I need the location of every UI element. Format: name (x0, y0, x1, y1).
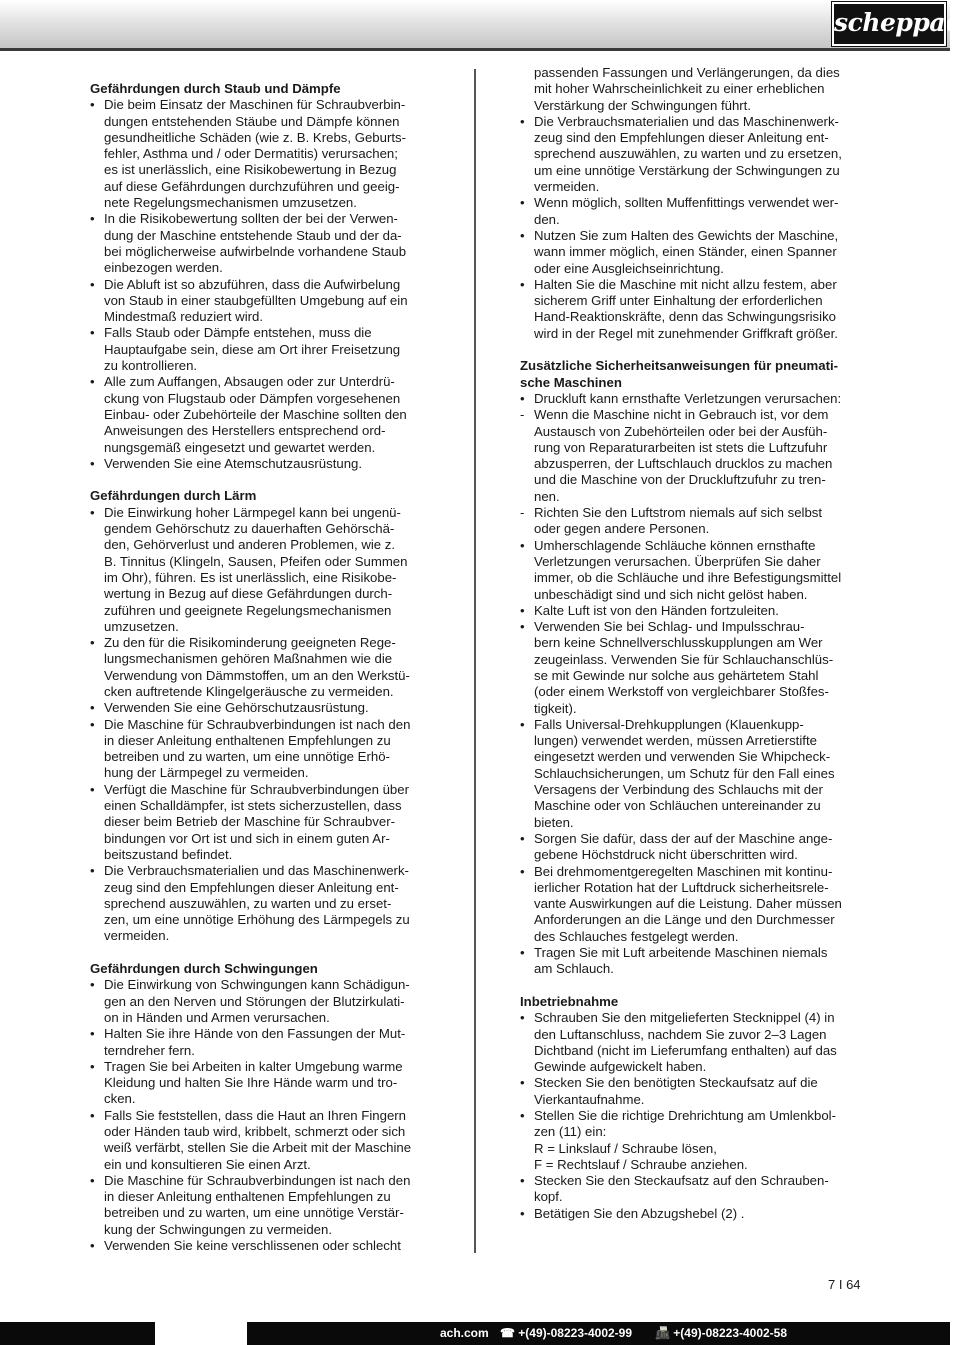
page-number: 7 I 64 (828, 1277, 861, 1292)
item-text: In die Risikobewertung sollten der bei der Verwen- dung der Maschine entstehende Staub und der da- bei möglicherweise aufwirbelnde vorhandene Staub einbezogen werden. (104, 211, 407, 276)
bullet-icon: • (90, 977, 95, 993)
item-text: Stecken Sie den Steckaufsatz auf den Schrauben- kopf. (534, 1173, 829, 1205)
item-text: Die Maschine für Schraubverbindungen ist nach den in dieser Anleitung enthaltenen Empfehlungen zu betreiben und zu warten, um eine unnötige Verstär- kung der Schwingungen zu vermeiden. (104, 1172, 411, 1237)
bullet-item (90, 1238, 435, 1254)
item-text: Falls Sie feststellen, dass die Haut an Ihren Fingern oder Händen taub wird, kribbelt, schmerzt oder sich weiß verfärbt, stellen Sie die Arbeit mit der Maschine ein und konsultieren Sie einen Arzt. (104, 1107, 412, 1172)
section-gap (90, 472, 435, 488)
item-text: Die Verbrauchsmaterialien und das Maschinenwerk- zeug sind den Empfehlungen dieser Anleitung ent- sprechend auszuwählen, zu warten und zu ersetzen, um eine unnötige Verstärkung der Schwingungen zu vermeiden. (534, 113, 842, 195)
item-text: Verwenden Sie keine verschlissenen oder schlecht (104, 1238, 401, 1254)
item-text: Sorgen Sie dafür, dass der auf der Maschine ange- gebene Höchstdruck nicht überschritten wird. (534, 830, 833, 863)
bullet-item (520, 864, 865, 945)
dash-item (520, 505, 865, 538)
item-text: Richten Sie den Luftstrom niemals auf sich selbst oder gegen andere Personen. (534, 505, 823, 537)
item-text: Bei drehmomentgeregelten Maschinen mit kontinu- ierlicher Rotation hat der Luftdruck sicherheitsrele- vante Auswirkungen auf die Leistung. Daher müssen Anforderungen an die Länge und den Durchmesser des Schlauches festgelegt werden. (534, 863, 842, 944)
bullet-item (90, 700, 435, 716)
bullet-item (90, 211, 435, 276)
bullet-icon: • (90, 1058, 95, 1074)
item-text: Stecken Sie den benötigten Steckaufsatz auf die Vierkantaufnahme. (534, 1075, 818, 1107)
section-heading: Inbetriebnahme (520, 993, 619, 1009)
bullet-item (520, 114, 865, 195)
bullet-item (520, 717, 865, 831)
item-text: Verwenden Sie bei Schlag- und Impulsschrau- bern keine Schnellverschlusskupplungen am Wer zeugeinlass. Verwenden Sie für Schlauchanschlüs- se mit Gewinde nur solche aus gehärtetem Stahl (oder einem Werkstoff von vergleichbarer Stoßfes- tigkeit). (534, 619, 834, 716)
bullet-icon: • (90, 97, 95, 113)
bullet-item (520, 831, 865, 864)
item-text: Die Maschine für Schraubverbindungen ist nach den in dieser Anleitung enthaltenen Empfehlungen zu betreiben und zu warten, um eine unnötige Erhö- hung der Lärmpegel zu vermeiden. (104, 716, 411, 781)
item-text: Umherschlagende Schläuche können ernsthafte Verletzungen verursachen. Überprüfen Sie daher immer, ob die Schläuche und ihre Befestigungsmittel unbeschädigt sind und sich nicht gelöst haben. (534, 537, 842, 602)
plain-text: R = Linkslauf / Schraube lösen, F = Rechtslauf / Schraube anziehen. (534, 1140, 748, 1172)
bullet-item (520, 228, 865, 277)
bullet-icon: • (520, 945, 525, 961)
bullet-item (520, 945, 865, 978)
bullet-item (90, 1108, 435, 1173)
bullet-item (90, 1026, 435, 1059)
item-text: Kalte Luft ist von den Händen fortzuleiten. (534, 602, 779, 618)
bullet-icon: • (90, 211, 95, 227)
item-text: Falls Universal-Drehkupplungen (Klauenkupp- lungen) verwendet werden, müssen Arretierstifte eingesetzt werden und verwenden Sie Whipcheck- Schlauchsicherungen, um Schutz für den Fall eines Versagens der Verbindung des Schlauchs mit der Maschine oder von Schläuchen untereinander zu bieten. (534, 716, 835, 830)
bullet-icon: • (520, 227, 525, 243)
item-text: Stellen Sie die richtige Drehrichtung am Umlenkbol- zen (11) ein: (534, 1108, 836, 1140)
bullet-item (90, 374, 435, 455)
footer-white-block (155, 1322, 247, 1345)
bullet-icon: • (520, 716, 525, 732)
bullet-item (90, 456, 435, 472)
section-heading: Zusätzliche Sicherheitsanweisungen für pneumati- sche Maschinen (520, 358, 839, 390)
bullet-icon: • (90, 1172, 95, 1188)
item-text: Die Verbrauchsmaterialien und das Maschinenwerk- zeug sind den Empfehlungen dieser Anleitung ent- sprechend auszuwählen, zu warten und zu erset- zen, um eine unnötige Erhöhung des Lärmpegels zu vermeiden. (104, 863, 410, 944)
bullet-icon: • (520, 1010, 525, 1026)
bullet-icon: • (520, 1205, 525, 1221)
bullet-icon: • (520, 1173, 525, 1189)
section-heading: Gefährdungen durch Staub und Dämpfe (90, 81, 341, 96)
scheppach-logo: scheppach (832, 2, 946, 46)
bullet-icon: • (90, 276, 95, 292)
item-text: Schrauben Sie den mitgelieferten Stecknippel (4) in den Luftanschluss, nachdem Sie zuvor 2–3 Lagen Dichtband (nicht im Lieferumfang enthalten) auf das Gewinde aufgewickelt haben. (534, 1010, 837, 1075)
section-heading: Gefährdungen durch Schwingungen (90, 961, 318, 977)
item-text: Zu den für die Risikominderung geeigneten Rege- lungsmechanismen gehören Maßnahmen wie die Verwendung von Dämmstoffen, um an den Werkstü- cken auftretende Klingelgeräusche zu vermeiden. (104, 635, 410, 699)
bullet-item (520, 1010, 865, 1075)
bullet-item (520, 1075, 865, 1108)
bullet-item (90, 782, 435, 863)
item-text: Verfügt die Maschine für Schraubverbindungen über einen Schalldämpfer, ist stets sicherzustellen, dass dieser beim Betrieb der Maschine für Schraubver- bindungen vor Ort ist und sich in einem guten Ar- beitszustand befindet. (104, 781, 409, 862)
item-text: Die Abluft ist so abzuführen, dass die Aufwirbelung von Staub in einer staubgefüllten Umgebung auf ein Mindestmaß reduziert wird. (104, 276, 408, 325)
bullet-item (520, 1108, 865, 1141)
bullet-item (520, 1173, 865, 1206)
bullet-icon: • (90, 1026, 95, 1042)
bullet-item (520, 391, 865, 407)
bullet-icon: • (90, 700, 95, 716)
bullet-icon: • (520, 830, 525, 846)
bullet-item (520, 619, 865, 717)
bullet-item (520, 603, 865, 619)
dash-item (520, 407, 865, 505)
bullet-icon: • (90, 1107, 95, 1123)
section-gap (520, 342, 865, 358)
bullet-item (520, 277, 865, 342)
bullet-item (90, 97, 435, 211)
item-text: Verwenden Sie eine Gehörschutzausrüstung. (104, 700, 369, 716)
bullet-icon: • (520, 195, 525, 211)
bullet-icon: • (520, 276, 525, 292)
bullet-icon: • (520, 619, 525, 635)
footer-web[interactable]: ach.com (440, 1326, 489, 1340)
section-gap (90, 945, 435, 961)
bullet-item (90, 717, 435, 782)
item-text: Die Einwirkung hoher Lärmpegel kann bei ungenü- gendem Gehörschutz zu dauerhaften Gehörschä- den, Gehörverlust und anderen Problemen, wie z. B. Tinnitus (Klingeln, Sausen, Pfeifen oder Summen im Ohr), führen. Es ist unerlässlich, eine Risikobe- wertung in Bezug auf diese Gefährdungen durch- zuführen und geeignete Regelungsmechanismen umzusetzen. (104, 504, 408, 634)
item-text: Die Einwirkung von Schwingungen kann Schädigun- gen an den Nerven und Störungen der Blutzirkulati- on in Händen und Armen verursachen. (104, 977, 410, 1025)
bullet-icon: • (90, 374, 95, 390)
bullet-icon: • (90, 325, 95, 341)
section-heading: Gefährdungen durch Lärm (90, 488, 257, 504)
footer-fax: 📠 +(49)-08223-4002-58 (655, 1326, 788, 1340)
bullet-icon: • (90, 781, 95, 797)
bullet-icon: • (90, 504, 95, 520)
bullet-icon: • (90, 455, 95, 471)
bullet-item (90, 505, 435, 635)
bullet-icon: • (520, 113, 525, 129)
item-text: Druckluft kann ernsthafte Verletzungen verursachen: (534, 390, 842, 406)
bullet-icon: • (90, 1238, 95, 1254)
bullet-icon: • (520, 602, 525, 618)
header-band (0, 0, 950, 50)
bullet-icon: • (520, 1108, 525, 1123)
bullet-item (90, 1059, 435, 1108)
bullet-icon: • (520, 1075, 525, 1091)
left-column (90, 81, 435, 1254)
item-text: Halten Sie ihre Hände von den Fassungen der Mut- terndreher fern. (104, 1026, 406, 1058)
bullet-item (520, 538, 865, 603)
bullet-item (90, 1173, 435, 1238)
bullet-item (90, 325, 435, 374)
dash-icon: - (520, 505, 525, 521)
bullet-item (90, 863, 435, 944)
item-text: Die beim Einsatz der Maschinen für Schraubverbin- dungen entstehenden Stäube und Dämpfe können gesundheitliche Schäden (wie z. B. Krebs, Geburts- fehler, Asthma und / oder Dermatitis) verursachen; es ist unerlässlich, eine Risikobewertung in Bezug auf diese Gefährdungen durchzuführen und geeig- nete Regelungsmechanismen umzusetzen. (104, 97, 407, 211)
footer-phone: ☎ +(49)-08223-4002-99 (500, 1326, 633, 1340)
right-column (520, 65, 865, 1222)
item-text: Betätigen Sie den Abzugshebel (2) . (534, 1205, 745, 1221)
bullet-icon: • (90, 635, 95, 651)
bullet-icon: • (90, 716, 95, 732)
bullet-item (90, 635, 435, 700)
bullet-icon: • (90, 863, 95, 879)
item-text: Nutzen Sie zum Halten des Gewichts der Maschine, wann immer möglich, einen Ständer, einen Spanner oder eine Ausgleichseinrichtung. (534, 227, 839, 276)
dash-icon: - (520, 407, 525, 423)
header-rule (0, 48, 950, 51)
bullet-item (90, 277, 435, 326)
bullet-item (520, 1206, 865, 1222)
section-gap (520, 978, 865, 994)
item-text: Halten Sie die Maschine mit nicht allzu festem, aber sicherem Griff unter Einhaltung der erforderlichen Hand-Reaktionskräfte, denn das Schwingungsrisiko wird in der Regel mit zunehmender Griffkraft größer. (534, 276, 838, 341)
item-text: Verwenden Sie eine Atemschutzausrüstung. (104, 455, 363, 471)
bullet-icon: • (520, 863, 525, 879)
item-text: Alle zum Auffangen, Absaugen oder zur Unterdrü- ckung von Flugstaub oder Dämpfen vorgesehenen Einbau- oder Zubehörteile der Maschine sollten den Anweisungen des Herstellers entsprechend ord- nungsgemäß eingesetzt und gewartet werden. (104, 374, 407, 455)
bullet-icon: • (520, 537, 525, 553)
bullet-item (90, 977, 435, 1026)
item-text: Tragen Sie mit Luft arbeitende Maschinen niemals am Schlauch. (534, 945, 828, 977)
item-text: Wenn möglich, sollten Muffenfittings verwendet wer- den. (534, 195, 839, 227)
item-text: Falls Staub oder Dämpfe entstehen, muss die Hauptaufgabe sein, diese am Ort ihrer Freisetzung zu kontrollieren. (104, 325, 401, 374)
item-text: Tragen Sie bei Arbeiten in kalter Umgebung warme Kleidung und halten Sie Ihre Hände warm und tro- cken. (104, 1058, 403, 1107)
bullet-icon: • (520, 390, 525, 406)
column-divider (474, 69, 476, 1253)
bullet-item (520, 195, 865, 228)
item-text: Wenn die Maschine nicht in Gebrauch ist, vor dem Austausch von Zubehörteilen oder bei der Ausfüh- rung von Reparaturarbeiten ist stets die Luftzufuhr abzusperren, der Luftschlauch drucklos zu machen und die Maschine von der Druckluftzufuhr zu tren- nen. (534, 407, 833, 504)
continued-text: passenden Fassungen und Verlängerungen, da dies mit hoher Wahrscheinlichkeit zu einer erheblichen Verstärkung der Schwingungen führt. (534, 65, 840, 113)
